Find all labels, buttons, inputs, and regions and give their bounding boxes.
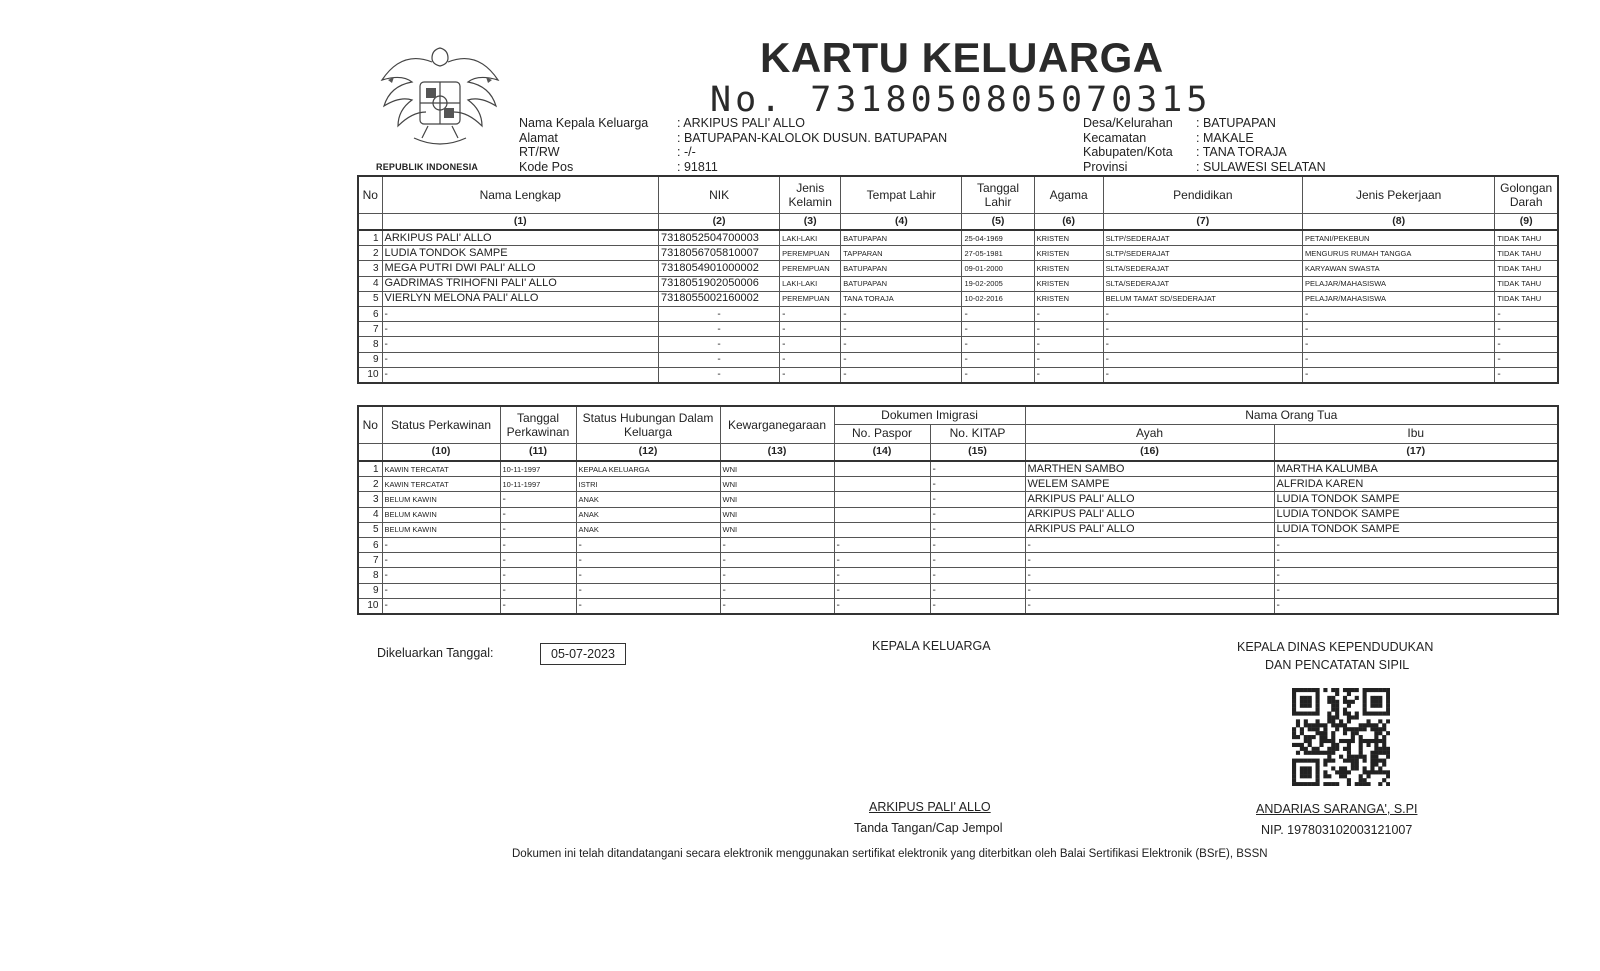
marital-status-cell: BELUM KAWIN xyxy=(382,507,500,522)
gender-cell: - xyxy=(780,322,841,337)
education-cell: - xyxy=(1103,306,1302,321)
family-relation-cell: KEPALA KELUARGA xyxy=(576,461,720,477)
document-number: No. 7318050805070315 xyxy=(710,80,1212,120)
religion-cell: KRISTEN xyxy=(1034,291,1103,306)
family-status-table xyxy=(357,405,1559,615)
blood-type-cell: TIDAK TAHU xyxy=(1495,261,1558,276)
passport-no-cell: - xyxy=(834,568,930,583)
header-value: : BATUPAPAN xyxy=(1196,116,1276,130)
passport-no-cell: - xyxy=(834,598,930,614)
birth-date-cell: - xyxy=(962,306,1034,321)
table-row xyxy=(358,261,1558,276)
nik-cell: 7318052504700003 xyxy=(658,230,779,246)
nik-cell: 7318055002160002 xyxy=(658,291,779,306)
row-number-cell: 8 xyxy=(358,337,382,352)
header-label: Kecamatan xyxy=(1083,130,1147,145)
kitap-no-cell: - xyxy=(930,461,1025,477)
marriage-date-cell: - xyxy=(500,537,576,552)
kitap-no-cell: - xyxy=(930,507,1025,522)
table-row xyxy=(358,291,1558,306)
col-header-tanggal-lahir: Tanggal Lahir xyxy=(962,176,1034,213)
citizenship-cell: WNI xyxy=(720,477,834,492)
blood-type-cell: TIDAK TAHU xyxy=(1495,291,1558,306)
occupation-cell: PELAJAR/MAHASISWA xyxy=(1303,276,1495,291)
header-value: : -/- xyxy=(677,145,696,159)
header-left xyxy=(519,116,947,174)
col-header-ibu: Ibu xyxy=(1274,424,1558,443)
full-name-cell: LUDIA TONDOK SAMPE xyxy=(382,246,658,261)
passport-no-cell: - xyxy=(834,553,930,568)
nik-cell: 7318054901000002 xyxy=(658,261,779,276)
family-relation-cell: ISTRI xyxy=(576,477,720,492)
col-number: (11) xyxy=(500,443,576,461)
row-number-cell: 5 xyxy=(358,522,382,537)
row-number-cell: 1 xyxy=(358,461,382,477)
kitap-no-cell: - xyxy=(930,537,1025,552)
kepala-keluarga-name: ARKIPUS PALI' ALLO xyxy=(869,800,991,814)
kitap-no-cell: - xyxy=(930,568,1025,583)
family-relation-cell: - xyxy=(576,553,720,568)
birth-date-cell: 27-05-1981 xyxy=(962,246,1034,261)
citizenship-cell: - xyxy=(720,553,834,568)
col-header-status-perkawinan: Status Perkawinan xyxy=(382,406,500,443)
father-name-cell: ARKIPUS PALI' ALLO xyxy=(1025,492,1274,507)
marital-status-cell: - xyxy=(382,537,500,552)
father-name-cell: - xyxy=(1025,583,1274,598)
full-name-cell: - xyxy=(382,337,658,352)
table-row xyxy=(358,230,1558,246)
marital-status-cell: - xyxy=(382,568,500,583)
col-header-nama: Nama Lengkap xyxy=(382,176,658,213)
header-value: : ARKIPUS PALI' ALLO xyxy=(677,116,805,130)
col-header-agama: Agama xyxy=(1034,176,1103,213)
row-number-cell: 3 xyxy=(358,261,382,276)
col-number: (5) xyxy=(962,213,1034,230)
col-header-nik: NIK xyxy=(658,176,779,213)
birth-date-cell: 25-04-1969 xyxy=(962,230,1034,246)
marital-status-cell: BELUM KAWIN xyxy=(382,522,500,537)
nik-cell: 7318051902050006 xyxy=(658,276,779,291)
col-number: (2) xyxy=(658,213,779,230)
row-number-cell: 9 xyxy=(358,352,382,367)
mother-name-cell: LUDIA TONDOK SAMPE xyxy=(1274,492,1558,507)
col-header-no-kitap: No. KITAP xyxy=(930,424,1025,443)
occupation-cell: PELAJAR/MAHASISWA xyxy=(1303,291,1495,306)
marital-status-cell: - xyxy=(382,598,500,614)
marital-status-cell: KAWIN TERCATAT xyxy=(382,477,500,492)
religion-cell: KRISTEN xyxy=(1034,276,1103,291)
birth-date-cell: - xyxy=(962,352,1034,367)
header-label: Nama Kepala Keluarga xyxy=(519,116,649,130)
passport-no-cell xyxy=(834,522,930,537)
garuda-emblem-icon xyxy=(378,40,502,162)
education-cell: SLTP/SEDERAJAT xyxy=(1103,246,1302,261)
birth-place-cell: - xyxy=(841,322,962,337)
birth-place-cell: - xyxy=(841,352,962,367)
religion-cell: - xyxy=(1034,322,1103,337)
passport-no-cell xyxy=(834,492,930,507)
col-header-pekerjaan: Jenis Pekerjaan xyxy=(1303,176,1495,213)
passport-no-cell xyxy=(834,507,930,522)
header-value: : SULAWESI SELATAN xyxy=(1196,159,1326,174)
blood-type-cell: - xyxy=(1495,337,1558,352)
occupation-cell: - xyxy=(1303,337,1495,352)
official-name: ANDARIAS SARANGA', S.PI xyxy=(1256,802,1418,816)
mother-name-cell: - xyxy=(1274,537,1558,552)
family-relation-cell: - xyxy=(576,537,720,552)
col-header-tempat-lahir: Tempat Lahir xyxy=(841,176,962,213)
father-name-cell: - xyxy=(1025,553,1274,568)
col-header-golongan-darah: Golongan Darah xyxy=(1495,176,1558,213)
blood-type-cell: TIDAK TAHU xyxy=(1495,246,1558,261)
header-value: : TANA TORAJA xyxy=(1196,145,1287,159)
table-row xyxy=(358,522,1558,537)
col-number: (9) xyxy=(1495,213,1558,230)
occupation-cell: - xyxy=(1303,352,1495,367)
mother-name-cell: LUDIA TONDOK SAMPE xyxy=(1274,522,1558,537)
kitap-no-cell: - xyxy=(930,522,1025,537)
religion-cell: KRISTEN xyxy=(1034,230,1103,246)
kitap-no-cell: - xyxy=(930,553,1025,568)
table-row xyxy=(358,492,1558,507)
nik-cell: - xyxy=(658,306,779,321)
col-number-blank xyxy=(358,443,382,461)
col-number: (15) xyxy=(930,443,1025,461)
blood-type-cell: - xyxy=(1495,367,1558,383)
header-value: : BATUPAPAN-KALOLOK DUSUN. BATUPAPAN xyxy=(677,130,948,145)
birth-date-cell: - xyxy=(962,367,1034,383)
birth-date-cell: - xyxy=(962,322,1034,337)
father-name-cell: - xyxy=(1025,568,1274,583)
family-relation-cell: ANAK xyxy=(576,507,720,522)
full-name-cell: - xyxy=(382,352,658,367)
mother-name-cell: ALFRIDA KAREN xyxy=(1274,477,1558,492)
citizenship-cell: - xyxy=(720,598,834,614)
full-name-cell: ARKIPUS PALI' ALLO xyxy=(382,230,658,246)
row-number-cell: 9 xyxy=(358,583,382,598)
kepala-keluarga-title: KEPALA KELUARGA xyxy=(872,639,991,653)
marriage-date-cell: 10-11-1997 xyxy=(500,477,576,492)
citizenship-cell: - xyxy=(720,568,834,583)
birth-date-cell: 10-02-2016 xyxy=(962,291,1034,306)
citizenship-cell: WNI xyxy=(720,461,834,477)
nik-cell: - xyxy=(658,367,779,383)
citizenship-cell: - xyxy=(720,537,834,552)
row-number-cell: 1 xyxy=(358,230,382,246)
occupation-cell: KARYAWAN SWASTA xyxy=(1303,261,1495,276)
row-number-cell: 6 xyxy=(358,306,382,321)
education-cell: SLTA/SEDERAJAT xyxy=(1103,276,1302,291)
table-row xyxy=(358,507,1558,522)
mother-name-cell: MARTHA KALUMBA xyxy=(1274,461,1558,477)
header-value: : 91811 xyxy=(677,159,718,174)
education-cell: - xyxy=(1103,367,1302,383)
col-header-dokumen-imigrasi: Dokumen Imigrasi xyxy=(834,406,1025,424)
birth-place-cell: - xyxy=(841,306,962,321)
full-name-cell: - xyxy=(382,367,658,383)
mother-name-cell: - xyxy=(1274,568,1558,583)
gender-cell: PEREMPUAN xyxy=(780,261,841,276)
row-number-cell: 4 xyxy=(358,507,382,522)
marriage-date-cell: - xyxy=(500,553,576,568)
passport-no-cell xyxy=(834,461,930,477)
blood-type-cell: - xyxy=(1495,322,1558,337)
table-row xyxy=(358,276,1558,291)
gender-cell: PEREMPUAN xyxy=(780,246,841,261)
col-header-ayah: Ayah xyxy=(1025,424,1274,443)
table-row xyxy=(358,583,1558,598)
col-header-nama-orang-tua: Nama Orang Tua xyxy=(1025,406,1558,424)
citizenship-cell: - xyxy=(720,583,834,598)
nik-cell: - xyxy=(658,322,779,337)
col-number: (8) xyxy=(1303,213,1495,230)
education-cell: - xyxy=(1103,352,1302,367)
table-row xyxy=(358,461,1558,477)
family-relation-cell: - xyxy=(576,598,720,614)
family-members-table xyxy=(357,175,1559,384)
nik-cell: - xyxy=(658,352,779,367)
gender-cell: PEREMPUAN xyxy=(780,291,841,306)
gender-cell: - xyxy=(780,352,841,367)
education-cell: - xyxy=(1103,337,1302,352)
mother-name-cell: - xyxy=(1274,598,1558,614)
marital-status-cell: BELUM KAWIN xyxy=(382,492,500,507)
header-value: : MAKALE xyxy=(1196,130,1254,145)
col-number: (14) xyxy=(834,443,930,461)
official-nip: NIP. 197803102003121007 xyxy=(1261,823,1413,837)
occupation-cell: MENGURUS RUMAH TANGGA xyxy=(1303,246,1495,261)
nik-cell: 7318056705810007 xyxy=(658,246,779,261)
marital-status-cell: - xyxy=(382,553,500,568)
father-name-cell: WELEM SAMPE xyxy=(1025,477,1274,492)
header-label: Desa/Kelurahan xyxy=(1083,116,1173,130)
marriage-date-cell: - xyxy=(500,598,576,614)
kitap-no-cell: - xyxy=(930,598,1025,614)
col-header-jenis-kelamin: Jenis Kelamin xyxy=(780,176,841,213)
row-number-cell: 10 xyxy=(358,598,382,614)
col-header-no: No xyxy=(358,176,382,213)
marital-status-cell: - xyxy=(382,583,500,598)
family-relation-cell: ANAK xyxy=(576,522,720,537)
col-number: (13) xyxy=(720,443,834,461)
education-cell: - xyxy=(1103,322,1302,337)
birth-place-cell: TANA TORAJA xyxy=(841,291,962,306)
col-header-no: No xyxy=(358,406,382,443)
row-number-cell: 3 xyxy=(358,492,382,507)
religion-cell: - xyxy=(1034,337,1103,352)
marriage-date-cell: - xyxy=(500,568,576,583)
family-relation-cell: ANAK xyxy=(576,492,720,507)
table-row xyxy=(358,337,1558,352)
full-name-cell: - xyxy=(382,322,658,337)
blood-type-cell: TIDAK TAHU xyxy=(1495,230,1558,246)
family-relation-cell: - xyxy=(576,568,720,583)
father-name-cell: ARKIPUS PALI' ALLO xyxy=(1025,507,1274,522)
citizenship-cell: WNI xyxy=(720,522,834,537)
col-number: (1) xyxy=(382,213,658,230)
citizenship-cell: WNI xyxy=(720,507,834,522)
col-number-blank xyxy=(358,213,382,230)
religion-cell: - xyxy=(1034,352,1103,367)
col-header-status-hubungan: Status Hubungan Dalam Keluarga xyxy=(576,406,720,443)
col-number: (12) xyxy=(576,443,720,461)
birth-place-cell: BATUPAPAN xyxy=(841,230,962,246)
mother-name-cell: - xyxy=(1274,583,1558,598)
religion-cell: - xyxy=(1034,306,1103,321)
full-name-cell: - xyxy=(382,306,658,321)
education-cell: BELUM TAMAT SD/SEDERAJAT xyxy=(1103,291,1302,306)
family-relation-cell: - xyxy=(576,583,720,598)
gender-cell: LAKI-LAKI xyxy=(780,230,841,246)
gender-cell: - xyxy=(780,337,841,352)
col-number: (6) xyxy=(1034,213,1103,230)
occupation-cell: - xyxy=(1303,367,1495,383)
electronic-signature-disclaimer: Dokumen ini telah ditandatangani secara elektronik menggunakan sertifikat elektronik yang diterbitkan oleh Balai Sertifikasi Elektronik (BSrE), BSSN xyxy=(512,848,1268,860)
birth-date-cell: - xyxy=(962,337,1034,352)
marriage-date-cell: - xyxy=(500,492,576,507)
header-label: Provinsi xyxy=(1083,159,1128,174)
blood-type-cell: - xyxy=(1495,352,1558,367)
row-number-cell: 8 xyxy=(358,568,382,583)
gender-cell: LAKI-LAKI xyxy=(780,276,841,291)
signature-caption: Tanda Tangan/Cap Jempol xyxy=(854,821,1003,835)
table-row xyxy=(358,568,1558,583)
row-number-cell: 2 xyxy=(358,477,382,492)
occupation-cell: - xyxy=(1303,306,1495,321)
header-label: RT/RW xyxy=(519,145,560,159)
issued-date-box: 05-07-2023 xyxy=(540,643,626,665)
occupation-cell: - xyxy=(1303,322,1495,337)
kitap-no-cell: - xyxy=(930,583,1025,598)
table-row xyxy=(358,537,1558,552)
row-number-cell: 6 xyxy=(358,537,382,552)
header-label: Alamat xyxy=(519,130,558,145)
birth-place-cell: TAPPARAN xyxy=(841,246,962,261)
father-name-cell: - xyxy=(1025,537,1274,552)
passport-no-cell: - xyxy=(834,583,930,598)
table-row xyxy=(358,367,1558,383)
official-title-line2: DAN PENCATATAN SIPIL xyxy=(1265,658,1410,672)
marriage-date-cell: - xyxy=(500,583,576,598)
gender-cell: - xyxy=(780,367,841,383)
birth-place-cell: BATUPAPAN xyxy=(841,261,962,276)
row-number-cell: 7 xyxy=(358,553,382,568)
col-header-pendidikan: Pendidikan xyxy=(1103,176,1302,213)
table-row xyxy=(358,246,1558,261)
birth-date-cell: 19-02-2005 xyxy=(962,276,1034,291)
document-title: KARTU KELUARGA xyxy=(760,34,1164,81)
passport-no-cell xyxy=(834,477,930,492)
col-header-tanggal-perkawinan: Tanggal Perkawinan xyxy=(500,406,576,443)
father-name-cell: ARKIPUS PALI' ALLO xyxy=(1025,522,1274,537)
birth-date-cell: 09-01-2000 xyxy=(962,261,1034,276)
col-number: (7) xyxy=(1103,213,1302,230)
blood-type-cell: - xyxy=(1495,306,1558,321)
row-number-cell: 5 xyxy=(358,291,382,306)
row-number-cell: 10 xyxy=(358,367,382,383)
marriage-date-cell: 10-11-1997 xyxy=(500,461,576,477)
table-row xyxy=(358,553,1558,568)
occupation-cell: PETANI/PEKEBUN xyxy=(1303,230,1495,246)
col-number: (10) xyxy=(382,443,500,461)
marital-status-cell: KAWIN TERCATAT xyxy=(382,461,500,477)
full-name-cell: GADRIMAS TRIHOFNI PALI' ALLO xyxy=(382,276,658,291)
col-number: (16) xyxy=(1025,443,1274,461)
header-label: Kode Pos xyxy=(519,159,574,174)
kitap-no-cell: - xyxy=(930,477,1025,492)
marriage-date-cell: - xyxy=(500,507,576,522)
blood-type-cell: TIDAK TAHU xyxy=(1495,276,1558,291)
birth-place-cell: - xyxy=(841,367,962,383)
issued-date-label: Dikeluarkan Tanggal: xyxy=(377,646,494,660)
qr-code-icon xyxy=(1292,688,1390,786)
row-number-cell: 2 xyxy=(358,246,382,261)
religion-cell: - xyxy=(1034,367,1103,383)
official-title-line1: KEPALA DINAS KEPENDUDUKAN xyxy=(1237,640,1434,654)
table-row xyxy=(358,352,1558,367)
birth-place-cell: BATUPAPAN xyxy=(841,276,962,291)
mother-name-cell: LUDIA TONDOK SAMPE xyxy=(1274,507,1558,522)
kitap-no-cell: - xyxy=(930,492,1025,507)
col-header-no-paspor: No. Paspor xyxy=(834,424,930,443)
row-number-cell: 7 xyxy=(358,322,382,337)
table-row xyxy=(358,477,1558,492)
table-row xyxy=(358,322,1558,337)
col-number: (17) xyxy=(1274,443,1558,461)
mother-name-cell: - xyxy=(1274,553,1558,568)
education-cell: SLTP/SEDERAJAT xyxy=(1103,230,1302,246)
birth-place-cell: - xyxy=(841,337,962,352)
header-right xyxy=(1083,116,1326,174)
passport-no-cell: - xyxy=(834,537,930,552)
father-name-cell: - xyxy=(1025,598,1274,614)
education-cell: SLTA/SEDERAJAT xyxy=(1103,261,1302,276)
full-name-cell: MEGA PUTRI DWI PALI' ALLO xyxy=(382,261,658,276)
row-number-cell: 4 xyxy=(358,276,382,291)
col-number: (4) xyxy=(841,213,962,230)
emblem-caption: REPUBLIK INDONESIA xyxy=(376,162,479,172)
nik-cell: - xyxy=(658,337,779,352)
full-name-cell: VIERLYN MELONA PALI' ALLO xyxy=(382,291,658,306)
father-name-cell: MARTHEN SAMBO xyxy=(1025,461,1274,477)
citizenship-cell: WNI xyxy=(720,492,834,507)
marriage-date-cell: - xyxy=(500,522,576,537)
religion-cell: KRISTEN xyxy=(1034,261,1103,276)
col-number: (3) xyxy=(780,213,841,230)
table-row xyxy=(358,598,1558,614)
religion-cell: KRISTEN xyxy=(1034,246,1103,261)
header-label: Kabupaten/Kota xyxy=(1083,145,1173,159)
table-row xyxy=(358,306,1558,321)
gender-cell: - xyxy=(780,306,841,321)
col-header-kewarganegaraan: Kewarganegaraan xyxy=(720,406,834,443)
